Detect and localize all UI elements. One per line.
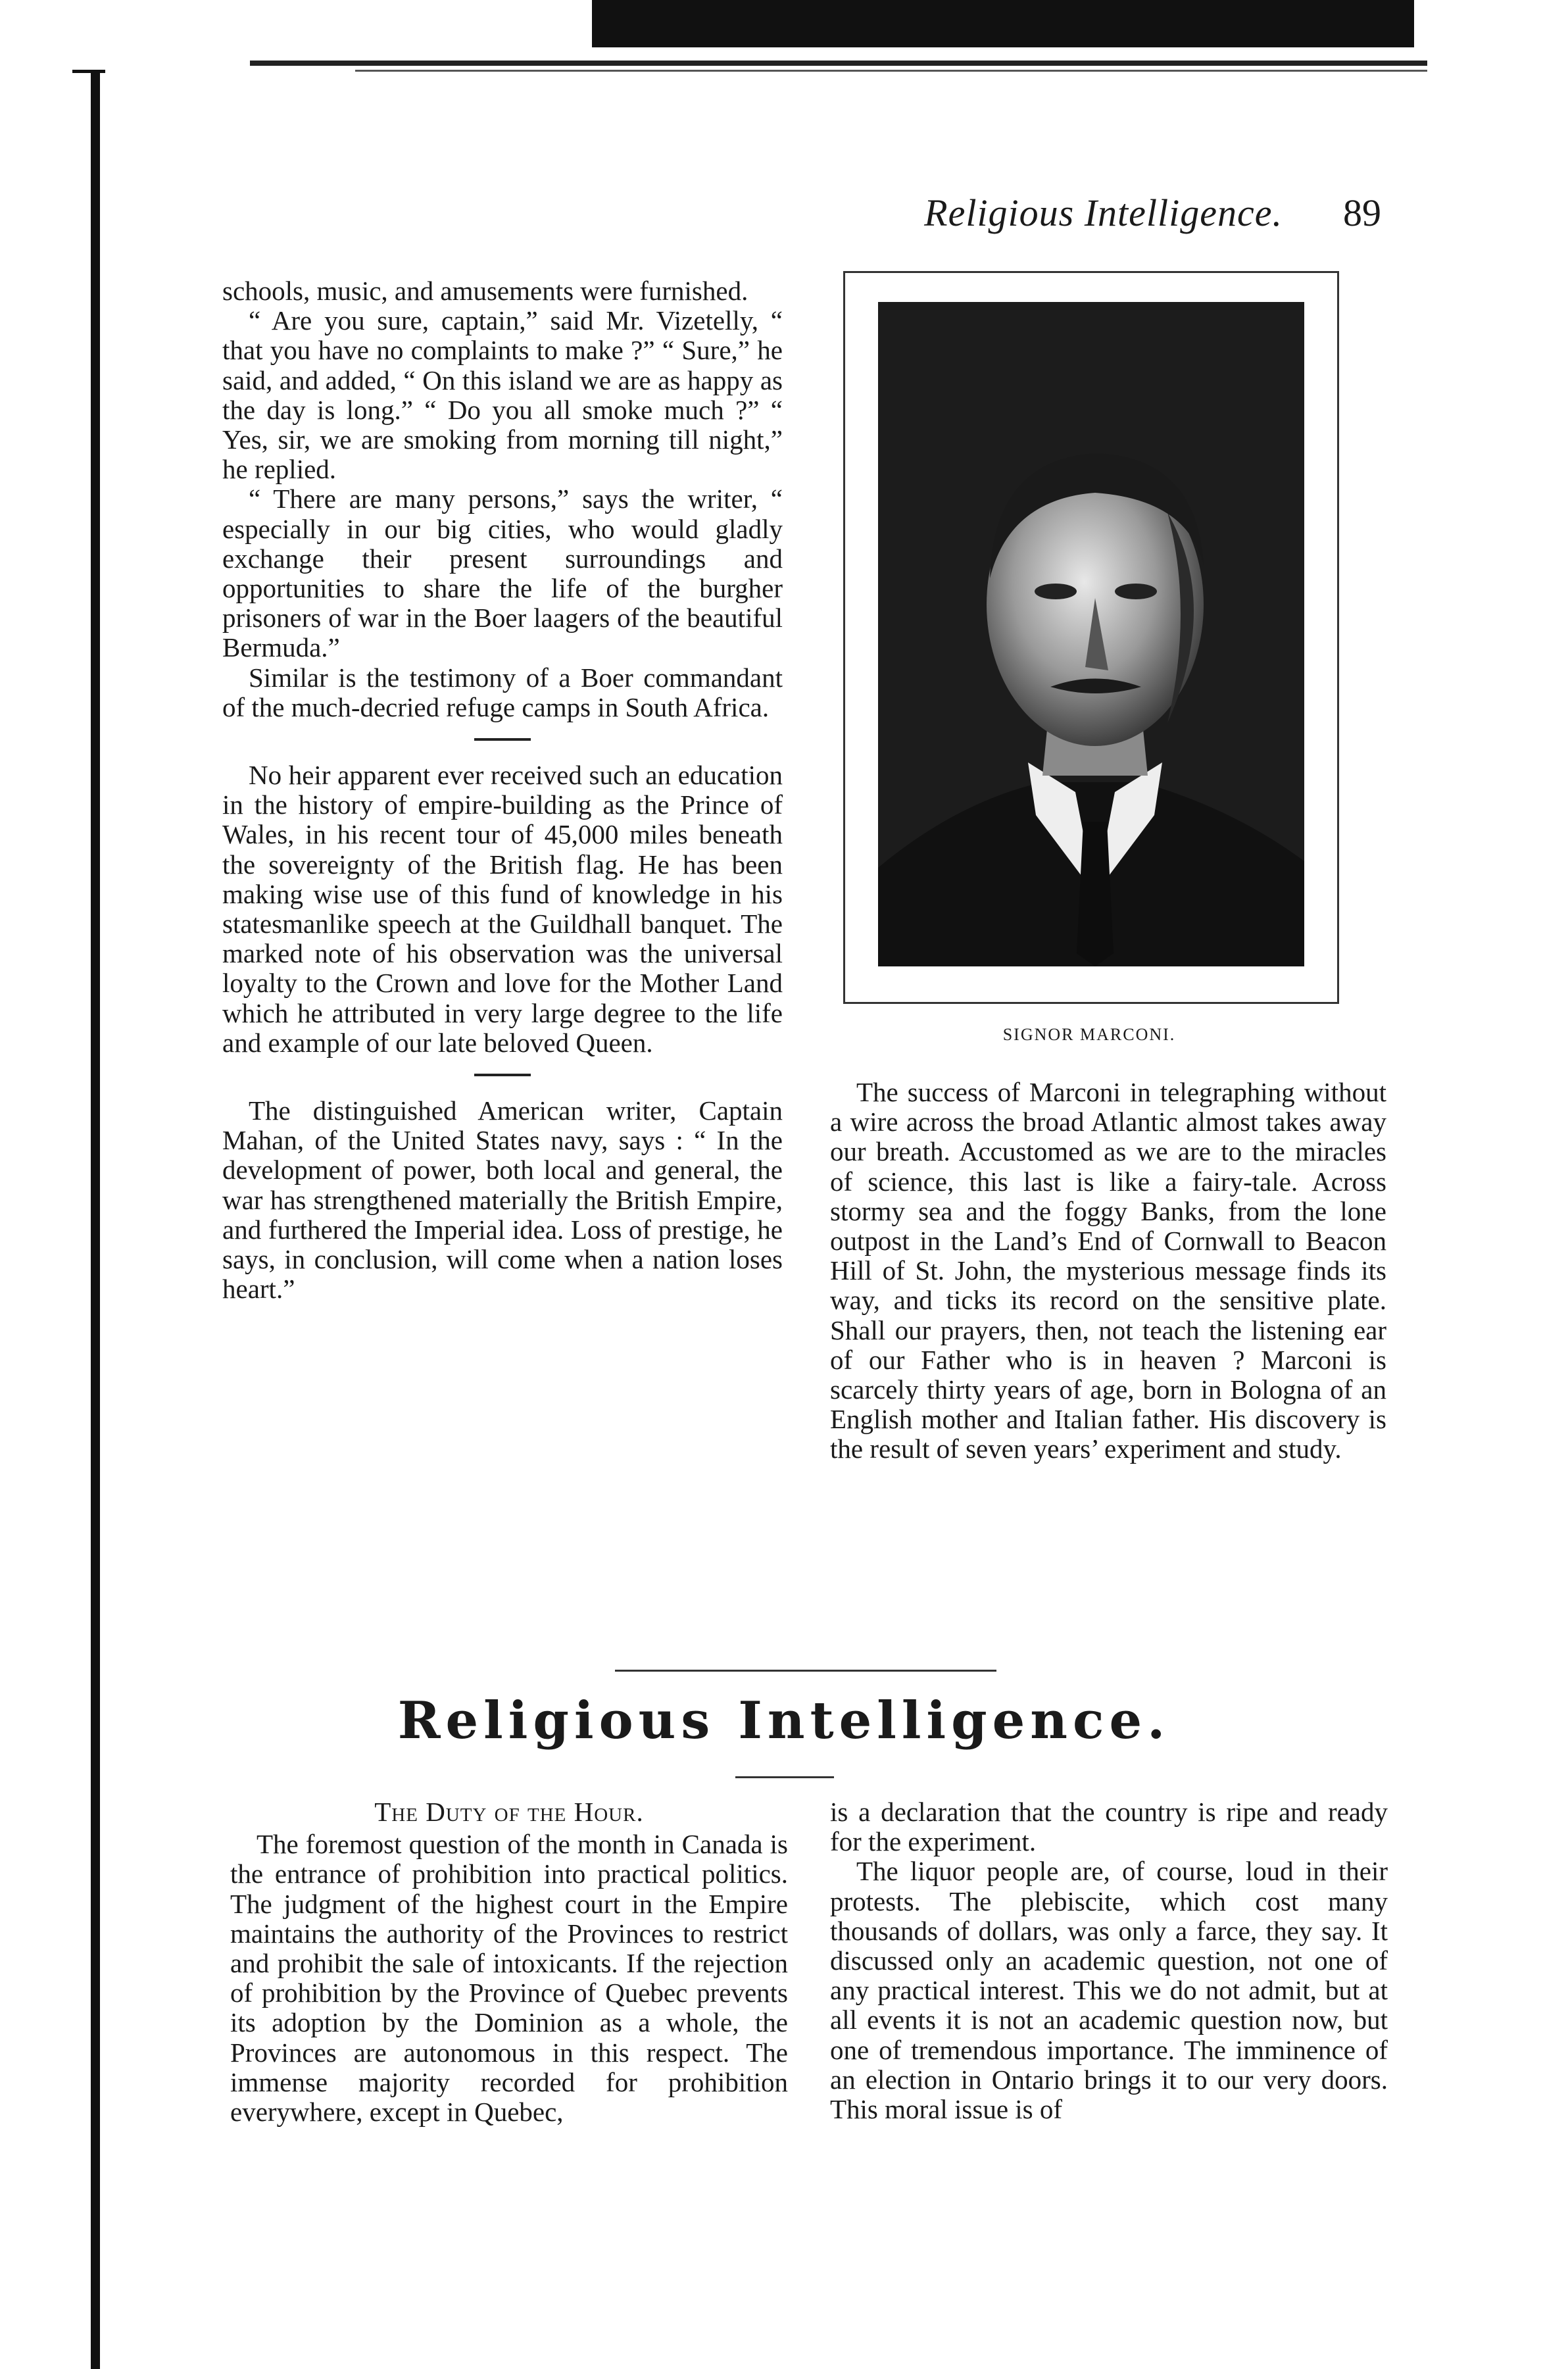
running-header: Religious Intelligence. xyxy=(924,191,1283,234)
portrait-frame xyxy=(843,271,1339,1004)
portrait-photo xyxy=(878,302,1304,966)
paragraph: The distinguished American writer, Captain Mahan, of the United States navy, says : “ In the development of power, both local and general, the war has strengthened materially the British Empire, and furthered the Imperial idea. Loss of prestige, he says, in conclusion, will come when a nation loses heart.” xyxy=(222,1095,783,1305)
scan-top-shadow xyxy=(592,0,1414,47)
binding-edge-tick xyxy=(72,70,105,73)
paragraph: Similar is the testimony of a Boer commandant of the much-decried refuge camps in South Africa. xyxy=(222,662,783,722)
binding-edge xyxy=(91,72,100,2369)
section-divider xyxy=(474,738,531,741)
paragraph: schools, music, and amusements were furnished. xyxy=(222,276,748,306)
paragraph: The success of Marconi in telegraphing without a wire across the broad Atlantic almost takes away our breath. Accustomed as we are to the miracles of science, this last is like a fairy-tale. Across stormy sea and the foggy Banks, from the lone outpost in the Land’s End of Cornwall to Beacon Hill of St. John, the mysterious message finds its way, and ticks its record on the sensitive plate. Shall our prayers, then, not teach the listening ear of our Father who is in heaven ? Marconi is scarcely thirty years of age, born in Bologna of an English mother and Italian father. His discovery is the result of seven years’ experiment and study. xyxy=(830,1077,1386,1464)
article-subheading: The Duty of the Hour. xyxy=(374,1797,644,1827)
paragraph: is a declaration that the country is ripe and ready for the experiment. xyxy=(830,1797,1388,1857)
column-top-right xyxy=(830,1078,1386,1464)
portrait-illustration xyxy=(878,302,1304,966)
paragraph: The liquor people are, of course, loud in their protests. The plebiscite, which cost many thousands of dollars, was only a farce, they say. It discussed only an academic question, not one of any practical interest. This we do not admit, but at all events it is not an academic question now, but one of tremendous importance. The imminence of an election in Ontario brings it to our very doors. This moral issue is of xyxy=(830,1856,1388,2125)
paragraph: The foremost question of the month in Canada is the entrance of prohibition into practical politics. The judgment of the highest court in the Empire maintains the authority of the Provinces to restrict and prohibit the sale of intoxicants. If the rejection of prohibition by the Province of Quebec prevents its adoption by the Dominion as a whole, the Provinces are autonomous in this respect. The immense majority recorded for prohibition everywhere, except in Quebec, xyxy=(230,1829,788,2128)
portrait-caption: SIGNOR MARCONI. xyxy=(1002,1025,1176,1044)
paragraph: “ Are you sure, captain,” said Mr. Vizetelly, “ that you have no complaints to make ?” “ Sure,” he said, and added, “ On this island we are as happy as the day is long.” “ Do you all smoke much ?” “ Yes, sir, we are smoking from morning till night,” he replied. xyxy=(222,305,783,485)
page-number: 89 xyxy=(1343,191,1381,234)
top-rule xyxy=(250,61,1427,66)
column-bottom-right xyxy=(830,1797,1388,2124)
heading-underline xyxy=(735,1776,834,1778)
paragraph: No heir apparent ever received such an education in the history of empire-building as the Prince of Wales, in his recent tour of 45,000 miles beneath the sovereignty of the British flag. He has been making wise use of this fund of knowledge in his statesmanlike speech at the Guildhall banquet. The marked note of his observation was the universal loyalty to the Crown and love for the Mother Land which he attributed in very large degree to the life and example of our late beloved Queen. xyxy=(222,760,783,1058)
section-rule xyxy=(615,1670,996,1672)
paragraph: “ There are many persons,” says the writer, “ especially in our big cities, who would gladly exchange their present surroundings and opportunities to share the life of the burgher prisoners of war in the Boer laagers of the beautiful Bermuda.” xyxy=(222,484,783,663)
column-bottom-left xyxy=(230,1797,788,2127)
top-rule-thin xyxy=(355,70,1427,72)
section-heading: Religious Intelligence. xyxy=(397,1691,1171,1751)
section-divider xyxy=(474,1074,531,1076)
column-top-left xyxy=(222,276,783,1305)
